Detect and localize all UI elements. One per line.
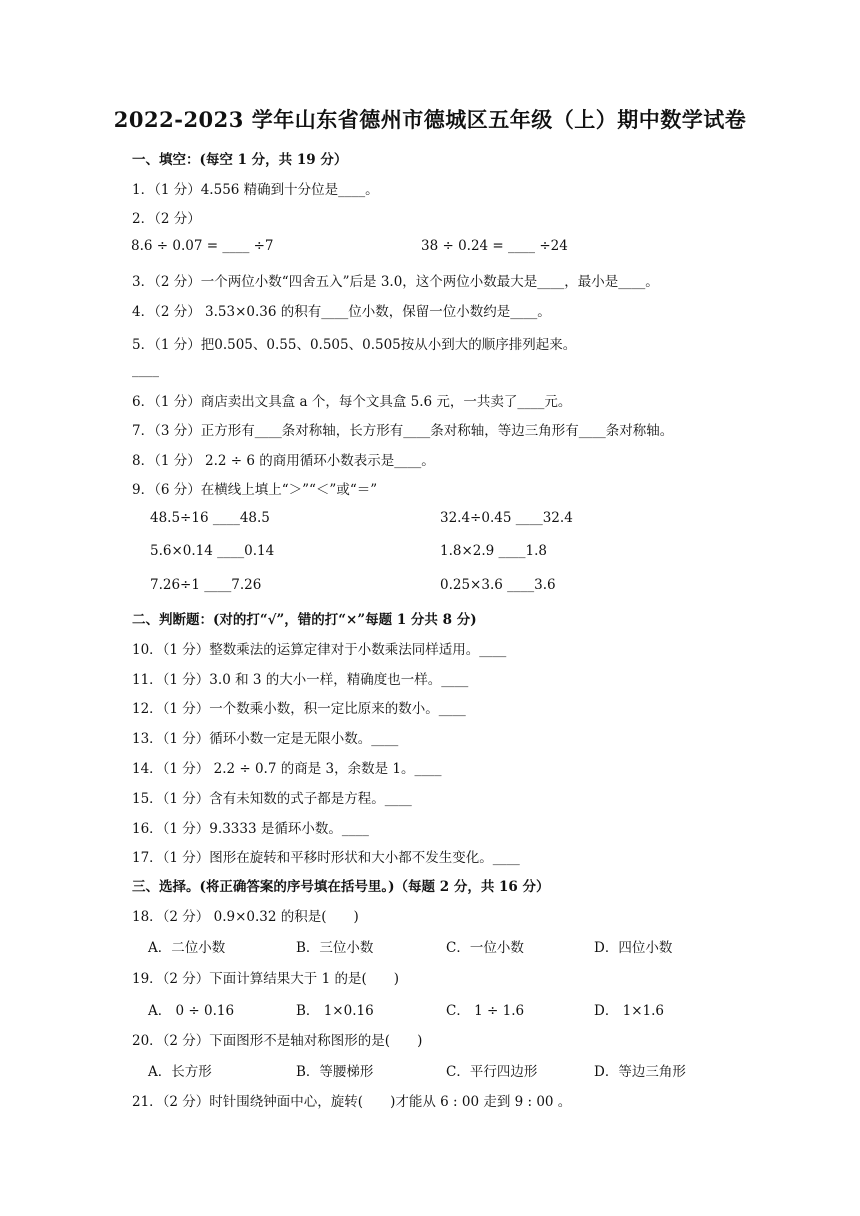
- choice-option: D．等边三角形: [594, 1064, 686, 1080]
- question-2: 2．（2 分）: [132, 211, 201, 227]
- question-6: 6．（1 分）商店卖出文具盒 a 个，每个文具盒 5.6 元，一共卖了____元。: [132, 394, 572, 410]
- question-1: 1．（1 分）4.556 精确到十分位是____。: [132, 182, 379, 198]
- question-9-item: 5.6×0.14 ____0.14: [150, 543, 275, 559]
- choice-option: A． 0 ÷ 0.16: [148, 1003, 235, 1019]
- choice-option: C． 1 ÷ 1.6: [446, 1003, 525, 1019]
- question-9-item: 1.8×2.9 ____1.8: [440, 543, 548, 559]
- question-17: 17．（1 分）图形在旋转和平移时形状和大小都不发生变化。____: [132, 850, 520, 866]
- page-title: 2022-2023 学年山东省德州市德城区五年级（上）期中数学试卷: [113, 107, 747, 132]
- question-19: 19．（2 分）下面计算结果大于 1 的是( ): [132, 971, 400, 987]
- question-9-item: 0.25×3.6 ____3.6: [440, 577, 556, 593]
- question-5-number-3: 0.505: [309, 337, 349, 353]
- question-14: 14．（1 分） 2.2 ÷ 0.7 的商是 3，余数是 1。____: [132, 761, 442, 777]
- question-9-item: 7.26÷1 ____7.26: [150, 577, 262, 593]
- choice-option: A．长方形: [148, 1064, 212, 1080]
- section-heading-multiple-choice: 三、选择。(将正确答案的序号填在括号里。)（每题 2 分，共 16 分）: [132, 879, 550, 895]
- choice-option: C．一位小数: [446, 940, 524, 956]
- choice-option: B．三位小数: [296, 940, 374, 956]
- question-12: 12．（1 分）一个数乘小数，积一定比原来的数小。____: [132, 701, 466, 717]
- question-5-number-1: 0.505: [214, 337, 253, 353]
- section-heading-true-false: 二、判断题：(对的打“√”，错的打“×”每题 1 分共 8 分): [132, 612, 477, 628]
- choice-option: A．二位小数: [148, 940, 226, 956]
- question-5-answer-blank: ____: [132, 362, 159, 378]
- choice-option: B． 1×0.16: [296, 1003, 374, 1019]
- question-18: 18．（2 分） 0.9×0.32 的积是( ): [132, 909, 359, 925]
- question-9-item: 32.4÷0.45 ____32.4: [440, 510, 573, 526]
- choice-option: D． 1×1.6: [594, 1003, 664, 1019]
- question-2b: 38 ÷ 0.24 = ____ ÷24: [421, 238, 568, 254]
- question-10: 10．（1 分）整数乘法的运算定律对于小数乘法同样适用。____: [132, 642, 507, 658]
- question-5-number-2: 0.55: [266, 337, 297, 353]
- choice-option: B．等腰梯形: [296, 1064, 374, 1080]
- choice-option: D．四位小数: [594, 940, 673, 956]
- question-16: 16．（1 分）9.3333 是循环小数。____: [132, 821, 369, 837]
- question-20: 20．（2 分）下面图形不是轴对称图形的是( ): [132, 1033, 423, 1049]
- question-5-suffix: 按从小到大的顺序排列起来。: [400, 337, 577, 353]
- question-3: 3．（2 分）一个两位小数“四舍五入”后是 3.0，这个两位小数最大是____，最小是____。: [132, 274, 659, 290]
- question-9: 9．（6 分）在横线上填上“＞”“＜”或“＝”: [132, 482, 378, 498]
- question-15: 15．（1 分）含有未知数的式子都是方程。____: [132, 791, 412, 807]
- choice-option: C．平行四边形: [446, 1064, 538, 1080]
- question-5: 5．（1 分）把0.505、0.55、0.505、0.505按从小到大的顺序排列起来。: [132, 337, 577, 353]
- question-11: 11．（1 分）3.0 和 3 的大小一样，精确度也一样。____: [132, 672, 469, 688]
- question-8: 8．（1 分） 2.2 ÷ 6 的商用循环小数表示是____。: [132, 453, 435, 469]
- question-13: 13．（1 分）循环小数一定是无限小数。____: [132, 731, 399, 747]
- question-5-number-4: 0.505: [362, 337, 401, 353]
- question-5-prefix: 5．（1 分）把: [132, 337, 215, 353]
- question-9-item: 48.5÷16 ____48.5: [150, 510, 270, 526]
- question-4: 4．（2 分） 3.53×0.36 的积有____位小数，保留一位小数约是____。: [132, 304, 551, 320]
- question-2a: 8.6 ÷ 0.07 = ____ ÷7: [131, 238, 274, 254]
- section-heading-fill-blank: 一、填空：(每空 1 分，共 19 分）: [132, 152, 348, 168]
- question-7: 7．（3 分）正方形有____条对称轴，长方形有____条对称轴，等边三角形有____条对称轴。: [132, 423, 674, 439]
- question-21: 21．（2 分）时针围绕钟面中心，旋转( )才能从 6 : 00 走到 9 : 00 。: [132, 1094, 572, 1110]
